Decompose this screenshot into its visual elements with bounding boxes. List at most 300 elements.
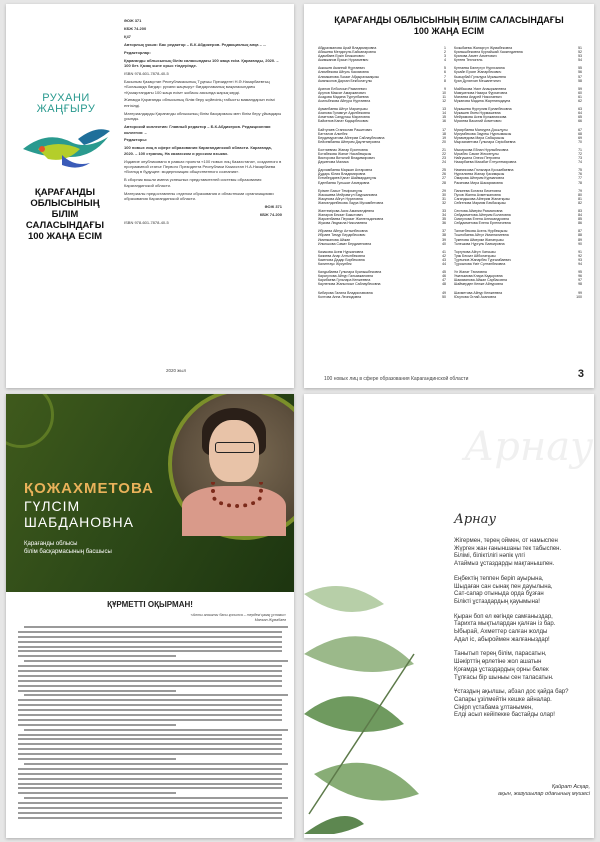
entry-page: 80 bbox=[578, 192, 582, 197]
foreword-text-line bbox=[24, 694, 288, 696]
epigraph-author: Мағжан Жұмабаев bbox=[254, 617, 286, 622]
entry-page: 41 bbox=[442, 249, 446, 254]
imprint-para: Издание опубликовано в рамках проекта «100 новых лиц Казахстана», созданного в программной статье Первого Президента Республики Казахстан Н.А.Назарбаева «Взгляд в будущее: модернизация общественного сознания». bbox=[124, 158, 282, 175]
entry-page: 57 bbox=[578, 74, 582, 79]
entry-name: Шакиманова Айжан Сарбасовна bbox=[454, 278, 507, 283]
portrait-glasses bbox=[215, 442, 255, 453]
entry-name: Жакашева Мейрамгүл Бауржановна bbox=[318, 192, 378, 197]
entry-page: 19 bbox=[442, 135, 446, 140]
entry-page: 53 bbox=[578, 54, 582, 59]
entry-page: 39 bbox=[442, 237, 446, 242]
foreword-text-line bbox=[18, 704, 282, 706]
entry-name: Сейгенова Мариям Бекбасқызы bbox=[454, 200, 506, 205]
foreword-text-line bbox=[18, 778, 282, 780]
entry-name: Колтова Анна Леонидовна bbox=[318, 294, 362, 299]
entry-name: Жанкелдинбекова Лаура Мухамбетовна bbox=[318, 200, 384, 205]
entry-page: 28 bbox=[442, 180, 446, 185]
person-patronymic: ШАБДАНОВНА bbox=[24, 514, 134, 530]
dedication-title: Арнау bbox=[454, 512, 497, 527]
book-title: ҚАРАҒАНДЫ ОБЛЫСЫНЫҢ БІЛІМ САЛАСЫНДАҒЫ 100 ЖАҢА ЕСІМ bbox=[25, 187, 105, 242]
entry-name: Мукашев Әсем Нурмашевна bbox=[454, 111, 501, 116]
code-udc-bottom: ӘОЖ 371 bbox=[264, 203, 282, 209]
entry-name: Адамбаев Еркін Бекжанович bbox=[318, 54, 365, 59]
entry-page: 72 bbox=[578, 151, 582, 156]
foreword-text-line bbox=[18, 743, 282, 745]
entry-page: 36 bbox=[442, 221, 446, 226]
entry-name: Кусайн Ерсин Жанарбекович bbox=[454, 70, 502, 75]
entry-page: 9 bbox=[444, 86, 446, 91]
foreword-text-line bbox=[18, 768, 282, 770]
poem-line: Атаймыз ұстаздарды мақтанышпен. bbox=[454, 561, 555, 568]
book-page-contents bbox=[304, 4, 594, 388]
person-role-line2: білім басқармасының басшысы bbox=[24, 549, 112, 555]
entry-name: Куанова Ахмет Ахметович bbox=[454, 54, 497, 59]
entry-page: 6 bbox=[444, 70, 446, 75]
entry-name: Кибирова Галина Владиславовна bbox=[318, 290, 373, 295]
entry-name: Мусумбекова Зауреш Нурлымкызы bbox=[454, 131, 512, 136]
entry-name: Қуан Дулатхан Мешанетигич bbox=[454, 78, 501, 83]
poem-line: Ыбырай, Ахметтер салған жолды bbox=[454, 629, 548, 636]
entry-name: Ибраев Тимур Бердибекович bbox=[318, 233, 366, 238]
entry-name: Егембердиев Қанат Шаймарданұлы bbox=[318, 176, 377, 181]
entry-name: Алимжанова Ләззат Абдырахымқызы bbox=[318, 74, 379, 79]
entry-name: Талгатбекова Асель Нурбекқызы bbox=[454, 229, 508, 234]
entry-name: Ботабекова Жанат Насабекқызы bbox=[318, 151, 372, 156]
poem-line: Білікті ұстаздардың қауымына! bbox=[454, 598, 540, 605]
poem-line: Ұстаздың ақылшы, абзал дос қайда бар? bbox=[454, 689, 569, 696]
foreword-text-line bbox=[18, 675, 282, 677]
foreword-text-line bbox=[18, 709, 282, 711]
entry-page: 83 bbox=[578, 209, 582, 213]
foreword-text-line bbox=[18, 753, 282, 755]
entry-page: 63 bbox=[578, 107, 582, 112]
entry-name: Смагулова Елена Александровна bbox=[454, 217, 509, 222]
book-page-title bbox=[6, 4, 294, 388]
entry-page: 33 bbox=[442, 209, 446, 213]
entry-name: Аханова Гуламгул Адилбековна bbox=[318, 111, 370, 116]
entry-name: Тұрсынова Үміт Султанбековна bbox=[454, 262, 506, 267]
book-page-foreword bbox=[6, 394, 294, 838]
foreword-text-line bbox=[18, 738, 282, 740]
entry-name: Жукова Людмила Николаевна bbox=[318, 221, 368, 226]
entry-page: 51 bbox=[578, 46, 582, 50]
entry-name: Торгупова Айгүл Хаткызы bbox=[454, 249, 496, 254]
imprint-block bbox=[124, 18, 282, 228]
foreword-text-line bbox=[18, 748, 282, 750]
poem-line: Жігермен, терең оймен, от намыспен bbox=[454, 538, 558, 544]
isbn: ISBN 978-601-7878-40-5 bbox=[124, 219, 169, 225]
entry-page: 20 bbox=[442, 139, 446, 144]
entry-name: Туяк Бекзат Айболатқызы bbox=[454, 253, 496, 258]
imprint-para: ISBN 978-601-7878-40-5 bbox=[124, 70, 169, 76]
entry-name: Сеитова Айкерім Рахмановна bbox=[454, 209, 503, 213]
entry-name: Карибаева Гульнара Кенжеевна bbox=[318, 278, 371, 283]
entry-page: 82 bbox=[578, 200, 582, 205]
entry-name: Байтугаев Станислав Рашитович bbox=[318, 127, 373, 132]
entry-page: 17 bbox=[442, 127, 446, 132]
entry-page: 65 bbox=[578, 115, 582, 120]
entry-page: 96 bbox=[578, 274, 582, 279]
entry-name: Кызырбай Гульнура Мукашевна bbox=[454, 74, 506, 79]
watermark-text: Арнау bbox=[464, 424, 594, 470]
poem-stanza bbox=[454, 538, 588, 569]
entry-page: 88 bbox=[578, 233, 582, 238]
entry-page: 27 bbox=[442, 176, 446, 181]
entry-name: Байкенов Канат Кадырбекович bbox=[318, 119, 369, 124]
entry-page: 68 bbox=[578, 131, 582, 136]
entry-name: Сагандыкова Айгерим Жанатқызы bbox=[454, 196, 510, 201]
foreword-text-line bbox=[18, 680, 282, 682]
entry-name: Кауленова Жанылсын Сайлаубековна bbox=[318, 282, 381, 287]
foreword-text-line bbox=[18, 665, 282, 667]
entry-page: 45 bbox=[442, 270, 446, 275]
entry-name: Найгушина Олеся Петровна bbox=[454, 156, 500, 161]
contents-column-left bbox=[318, 46, 446, 299]
entry-name: Батталов Алкебек bbox=[318, 131, 348, 136]
entry-name: Ахметова Сандугаш Маратовна bbox=[318, 115, 370, 120]
entry-page: 4 bbox=[444, 58, 446, 63]
entry-name: Иминжанова Айжан bbox=[318, 237, 351, 242]
logo-line1: РУХАНИ bbox=[42, 92, 90, 104]
poem-stanza bbox=[454, 651, 588, 682]
entry-name: Карагулова Айнур Галымжановна bbox=[318, 274, 373, 279]
entry-page: 93 bbox=[578, 257, 582, 262]
code-author-mark: Қ47 bbox=[124, 33, 131, 39]
poem-line: Сат-сапар отыныда орда бұзған bbox=[454, 591, 544, 598]
entry-name: Еденбаева Гульшат Ахмедовна bbox=[318, 180, 370, 185]
poem-line: Қыран боп ел көгінде самғаныздар, bbox=[454, 613, 553, 620]
contents-title bbox=[304, 15, 594, 36]
entry-name: Майбасова Умит Анаырканевна bbox=[454, 86, 507, 91]
foreword-text-line bbox=[18, 650, 282, 652]
entry-name: Омарова Айгерим Курмановна bbox=[454, 176, 505, 181]
entry-page: 52 bbox=[578, 50, 582, 55]
entry-name: Дархамбаева Маржан Ахтаровна bbox=[318, 168, 373, 173]
poem-stanza bbox=[454, 576, 588, 607]
entry-name: Мусабек Самат Жексенұлы bbox=[454, 151, 499, 156]
foreword-body bbox=[18, 626, 282, 822]
foreword-text-line bbox=[18, 685, 282, 687]
entry-name: Мейрамова Асем Кулжаниязова bbox=[454, 115, 507, 120]
entry-page: 69 bbox=[578, 135, 582, 140]
entry-page: 70 bbox=[578, 139, 582, 144]
entry-name: Ибраева Айнур Алтынбековна bbox=[318, 229, 368, 234]
entry-page: 97 bbox=[578, 278, 582, 283]
foreword-text-line bbox=[24, 797, 288, 799]
foreword-text-line bbox=[18, 792, 176, 794]
entry-page: 60 bbox=[578, 90, 582, 95]
foreword-text-line bbox=[18, 802, 282, 804]
entry-name: Ильюшова Самат Бердикеновна bbox=[318, 241, 372, 246]
entry-page: 47 bbox=[442, 278, 446, 283]
entry-page: 32 bbox=[442, 200, 446, 205]
entry-name: Даукенова Малика bbox=[318, 160, 349, 165]
poem-line: Сапары ұзілмейтін кешке айналар. bbox=[454, 696, 552, 703]
imprint-para: Басылым Қазақстан Республикасының Тұңғыш Президенті Н.Ә.Назарбаевтың «Болашаққа бағдар: рухани жаңғыру» бағдарламалық мақаласындағы «Қазақстандағы 100 жаңа есім» жобасы аясында жарық көрді. bbox=[124, 78, 270, 95]
entry-name: Бердимуратова Айгерим Сайлаубековна bbox=[318, 135, 385, 140]
foreword-text-line bbox=[18, 783, 282, 785]
entry-page: 11 bbox=[442, 94, 446, 99]
page-number: 3 bbox=[577, 368, 584, 380]
entry-page: 29 bbox=[442, 188, 446, 193]
poem-line: Шыдаған сан сынақ пен дауылына, bbox=[454, 583, 553, 590]
entry-page: 12 bbox=[442, 99, 446, 104]
entry-page: 61 bbox=[578, 94, 582, 99]
entry-name: Матаева Андрей Николаевич bbox=[454, 94, 502, 99]
entry-page: 30 bbox=[442, 192, 446, 197]
entry-name: Мысиркова Ейлан Нурлыбековна bbox=[454, 147, 509, 152]
imprint-para: Қарағанды облысының білім саласындағы 100 жаңа есім. Қарағанды, 2020. – 100 бет. Қазақ және орыс тілдерінде. bbox=[124, 57, 279, 68]
entry-name: Муканова Мадина Жартпинкдауна bbox=[454, 99, 511, 104]
entry-page: 34 bbox=[442, 213, 446, 218]
entry-name: Арунов Максат Амаржанович bbox=[318, 90, 366, 95]
entry-page: 26 bbox=[442, 172, 446, 177]
entry-name: Аринов Елболсын Рамилевич bbox=[318, 86, 367, 91]
entry-page: 81 bbox=[578, 196, 582, 201]
entry-page: 55 bbox=[578, 66, 582, 71]
entry-name: Алимбекова Айгуль Касимовна bbox=[318, 70, 369, 75]
entry-page: 89 bbox=[578, 237, 582, 242]
entry-name: Тукенова Айкерим Жанатқызы bbox=[454, 237, 504, 242]
entry-name: Ул Жанат Тюлиявна bbox=[454, 270, 487, 275]
entry-name: Мусирбаева Мансурға Досәлұлы bbox=[454, 127, 508, 132]
decorative-ring bbox=[6, 394, 54, 448]
entry-page: 74 bbox=[578, 160, 582, 165]
entry-name: Калдыбаева Гульнара Куанышбековна bbox=[318, 270, 382, 275]
entry-page: 98 bbox=[578, 282, 582, 287]
entry-page: 7 bbox=[444, 74, 446, 79]
leaves-illustration-icon bbox=[304, 554, 424, 834]
entry-page: 85 bbox=[578, 217, 582, 222]
person-role-line1: Қарағанды облысы bbox=[24, 541, 78, 547]
entry-name: Аккошев Аманғай Нұртаевич bbox=[318, 66, 365, 71]
entry-page: 79 bbox=[578, 188, 582, 193]
poem-line: Елді асыл кейіпекке бастайды олар! bbox=[454, 712, 555, 719]
poem-line: Қоғамда ұстаздардың орны бөлек bbox=[454, 666, 549, 673]
imprint-para: Авторский коллектив: Главный редактор – Б.К.Абдикеров. Редакционная коллегия: – bbox=[124, 124, 271, 135]
entry-page: 48 bbox=[442, 282, 446, 287]
poem-author bbox=[454, 784, 590, 798]
entry-name: Викторова Виталий Владимирович bbox=[318, 156, 375, 161]
entry-name: Панкеева Ботагөз Бекетовна bbox=[454, 188, 501, 193]
bird-logo-icon bbox=[18, 119, 114, 175]
code-bbk: КБЖ 74.200 bbox=[124, 25, 147, 31]
entry-name: Ауманбаева Айгүл Маратқызы bbox=[318, 107, 368, 112]
imprint-para: Материалы предоставлены отделом образования и областными организациями образования Карагандинской области. bbox=[124, 190, 274, 202]
foreword-text-line bbox=[24, 626, 288, 628]
entry-page: 91 bbox=[578, 249, 582, 254]
foreword-text-line bbox=[18, 631, 282, 633]
foreword-text-line bbox=[18, 636, 282, 638]
imprint-para: В сборник вошли имена успешных представителей системы образования Карагандинской области. bbox=[124, 177, 262, 188]
foreword-text-line bbox=[18, 714, 282, 716]
poem-line: Шәкірттің өрлетіне жол ашатын bbox=[454, 659, 542, 666]
entry-page: 84 bbox=[578, 213, 582, 218]
entry-page: 73 bbox=[578, 156, 582, 161]
entry-name: Аманжолов Дархан Бекболатұлы bbox=[318, 78, 373, 83]
entry-page: 24 bbox=[442, 160, 446, 165]
imprint-para: Авторлық ұжым: Бас редактор – Б.К.Абдикеров. Редакциялық алқа – ... bbox=[124, 41, 267, 47]
entry-name: Акимжанов Еркын Нурахмевич bbox=[318, 58, 369, 63]
entry-name: Тоштобаева Айгүл Имангалиевна bbox=[454, 233, 509, 238]
poem-author-name: Қайрат Асқар, bbox=[551, 784, 590, 790]
entry-page: 2 bbox=[444, 50, 446, 55]
entry-page: 56 bbox=[578, 70, 582, 75]
entry-name: Шахметова Айнур Кенжеевна bbox=[454, 290, 503, 295]
entry-page: 77 bbox=[578, 176, 582, 181]
poem-line: Білімі, біліктілігі нәпік үлгі bbox=[454, 553, 525, 560]
entry-name: Абишева Мендигуль Байсапаровна bbox=[318, 50, 376, 55]
entry-name: Казакова Асем Нуржановна bbox=[318, 249, 364, 254]
entry-page: 21 bbox=[442, 147, 446, 152]
entry-page: 43 bbox=[442, 257, 446, 262]
foreword-text-line bbox=[18, 724, 176, 726]
entry-page: 49 bbox=[442, 290, 446, 295]
poem-line: Тарихта мықтылардан қалған із бар. bbox=[454, 621, 556, 628]
entry-page: 15 bbox=[442, 115, 446, 120]
foreword-text-line bbox=[24, 729, 288, 731]
rukhani-zhangyru-logo bbox=[16, 92, 116, 175]
entry-page: 22 bbox=[442, 151, 446, 156]
contents-entry bbox=[454, 295, 582, 299]
entry-name: Мамукенова Назира Фурхатовна bbox=[454, 90, 508, 95]
entry-page: 25 bbox=[442, 168, 446, 173]
person-given-names bbox=[24, 498, 134, 530]
epigraph bbox=[126, 613, 286, 622]
entry-page: 66 bbox=[578, 119, 582, 124]
entry-page: 95 bbox=[578, 270, 582, 275]
book-page-dedication bbox=[304, 394, 594, 838]
entry-name: Жакупова Айгүл Нуратовна bbox=[318, 196, 363, 201]
entry-page: 40 bbox=[442, 241, 446, 246]
imprint-para: Редакторы: bbox=[124, 137, 148, 143]
imprint-para: Материалдарды Қарағанды облысының білім басқармасы мен білім беру ұйымдары ұсынды. bbox=[124, 110, 282, 122]
foreword-text-line bbox=[18, 670, 282, 672]
entry-page: 13 bbox=[442, 107, 446, 112]
entry-page: 64 bbox=[578, 111, 582, 116]
poem-author-title: ақын, жазушылар одағының мүшесі bbox=[498, 791, 590, 797]
entry-name: Тұрғынов Жанарбек Тургымбаевич bbox=[454, 257, 512, 262]
foreword-text-line bbox=[18, 773, 282, 775]
entry-page: 90 bbox=[578, 241, 582, 246]
imprint-para: 100 новых лиц в сфере образования Карагандинской области. Караганда, 2020. – 100 страниц. На казахском и русском языках. bbox=[124, 145, 272, 156]
entry-page: 31 bbox=[442, 196, 446, 201]
logo-line2: ЖАҢҒЫРУ bbox=[36, 103, 96, 115]
entry-page: 50 bbox=[442, 294, 446, 299]
entry-page: 16 bbox=[442, 119, 446, 124]
epigraph-quote: «Алты алашты басы қосылса – тердегі қазақ ұстазы» bbox=[190, 613, 286, 617]
foreword-text-line bbox=[18, 734, 282, 736]
entry-name: Назарбаева Махабат Елтуктемировна bbox=[454, 160, 517, 165]
entry-page: 86 bbox=[578, 221, 582, 226]
foreword-text-line bbox=[18, 655, 176, 657]
entry-name: Бейсембаева Айгерим Даулеткеровна bbox=[318, 139, 381, 144]
entry-page: 54 bbox=[578, 58, 582, 63]
poem-stanza bbox=[454, 689, 588, 720]
person-surname: ҚОЖАХМЕТОВА bbox=[24, 480, 154, 497]
entry-page: 23 bbox=[442, 156, 446, 161]
entry-name: Ракинова Мира Шакаримовна bbox=[454, 180, 503, 185]
entry-name: Асадова Мадина Тургунбаевна bbox=[318, 94, 369, 99]
entry-page: 38 bbox=[442, 233, 446, 238]
entry-page: 67 bbox=[578, 127, 582, 132]
entry-name: Жантемірова Асия Аманкелдіевна bbox=[318, 209, 374, 213]
entry-name: Нургалиева Жанар Қасимқызы bbox=[454, 172, 505, 177]
entry-name: Абдрахманова Арай Владимировна bbox=[318, 46, 377, 50]
foreword-text-line bbox=[18, 812, 282, 814]
entry-name: Куанышбековна Кургайшай Хаскелдиевна bbox=[454, 50, 523, 55]
entry-page: 76 bbox=[578, 172, 582, 177]
entry-name: Козыбаева Жанаргүл Жумабековна bbox=[454, 46, 513, 50]
entry-name: Мусиева Василий Ахметович bbox=[454, 119, 502, 124]
entry-page: 62 bbox=[578, 99, 582, 104]
entry-page: 78 bbox=[578, 180, 582, 185]
portrait-necklace bbox=[211, 482, 263, 508]
entry-name: Ерімен Бахыт Темірханұлы bbox=[318, 188, 363, 193]
entry-name: Дударь Юлия Владимировна bbox=[318, 172, 366, 177]
entry-name: Наяниязова Гюльнара Қосымбаевна bbox=[454, 168, 514, 173]
entry-page: 1 bbox=[444, 46, 446, 50]
imprint-para: Жинаққа Қарағанды облысының білім беру жүйесінің табысты мамандарын есімі енгізілді. bbox=[124, 97, 275, 108]
entry-name: Толешова Нұргуль Баекировна bbox=[454, 241, 505, 246]
entry-name: Казиева Анар Алтынбековна bbox=[318, 253, 365, 258]
entry-name: Мырзахметова Гульнара Серікбаевна bbox=[454, 139, 516, 144]
poem-line: Адал іс, абыроймен жалғаныздар! bbox=[454, 636, 550, 643]
code-bbk-bottom: КБЖ 74.200 bbox=[259, 211, 282, 217]
entry-name: Жапаров Бекзат Бакытович bbox=[318, 213, 364, 218]
person-role bbox=[24, 540, 112, 556]
entry-name: Шаймерден Кенже Айнуровна bbox=[454, 282, 503, 287]
imprint-para: Редакторлар: bbox=[124, 49, 151, 55]
foreword-text-line bbox=[18, 641, 282, 643]
entry-page: 42 bbox=[442, 253, 446, 258]
poem-stanza bbox=[454, 614, 588, 645]
contents-column-right bbox=[454, 46, 582, 299]
foreword-text-line bbox=[18, 758, 176, 760]
person-first-name: ГҮЛСІМ bbox=[24, 498, 81, 514]
entry-name: Мукашева Нургулим Ерланбековна bbox=[454, 107, 512, 112]
poem-line: Еңбектің теппен беріп ауырына, bbox=[454, 575, 544, 582]
entry-name: Сейдахметова Айгерим Болатовна bbox=[454, 213, 511, 218]
entry-page: 92 bbox=[578, 253, 582, 258]
code-udc: ӘОЖ 371 bbox=[124, 18, 142, 23]
entry-page: 59 bbox=[578, 86, 582, 91]
entry-page: 8 bbox=[444, 78, 446, 83]
entry-page: 71 bbox=[578, 147, 582, 152]
foreword-text-line bbox=[24, 763, 288, 765]
entry-name: Сейдахметова Елена Ергеничевна bbox=[454, 221, 511, 226]
foreword-text-line bbox=[18, 719, 282, 721]
entry-name: Мухамедова Мира Сабыркызы bbox=[454, 135, 505, 140]
entry-page: 99 bbox=[578, 290, 582, 295]
entry-page: 44 bbox=[442, 262, 446, 267]
contents-title-line1: ҚАРАҒАНДЫ ОБЛЫСЫНЫҢ БІЛІМ САЛАСЫНДАҒЫ bbox=[334, 15, 564, 25]
poem-line: Танытып терең білім, парасатын, bbox=[454, 651, 547, 658]
portrait-banner bbox=[6, 394, 294, 592]
entry-page: 100 bbox=[576, 294, 582, 299]
foreword-text-line bbox=[18, 807, 282, 809]
entry-page: 10 bbox=[442, 90, 446, 95]
entry-name: Кутеев Техногель bbox=[454, 58, 483, 63]
entry-name: Какенова Дадар Бирбековна bbox=[318, 257, 365, 262]
foreword-text-line bbox=[18, 690, 176, 692]
entry-page: 58 bbox=[578, 78, 582, 83]
entry-page: 14 bbox=[442, 111, 446, 116]
entry-page: 94 bbox=[578, 262, 582, 267]
entry-name: Кутпаева Бөлеугүл Нургизияна bbox=[454, 66, 505, 71]
entry-page: 5 bbox=[444, 66, 446, 71]
foreword-heading: ҚҰРМЕТТІ ОҚЫРМАН! bbox=[107, 600, 193, 609]
